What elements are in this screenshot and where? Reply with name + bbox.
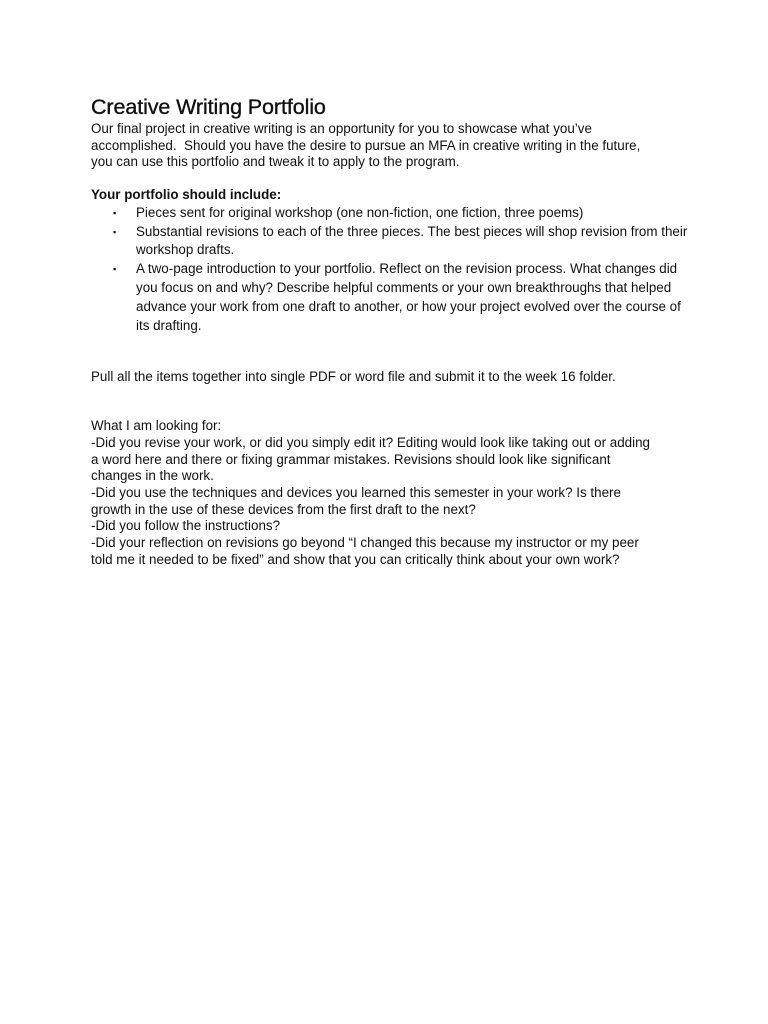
bullet-icon: ▪	[113, 264, 117, 275]
intro-paragraph: Our final project in creative writing is an opportunity for you to showcase what you’ve accomplished. Should you have the desire to pursue an MFA in creative writing in the future, you can use this portfolio and tweak it to apply to the program.	[91, 121, 641, 170]
list-item-text: A two-page introduction to your portfolio. Reflect on the revision process. What changes did you focus on and why? Describe helpful comments or your own breakthroughs that helped advance your work from one draft to another, or how your project evolved over the course of its drafting.	[136, 261, 681, 333]
list-item	[91, 204, 691, 223]
bullet-icon: ▪	[113, 226, 117, 237]
list-item	[91, 260, 691, 335]
list-item-text: Pieces sent for original workshop (one non-fiction, one fiction, three poems)	[136, 204, 584, 220]
document-title: Creative Writing Portfolio	[91, 95, 326, 119]
looking-for-section: What I am looking for: -Did you revise your work, or did you simply edit it? Editing would look like taking out or adding a word here and there or fixing grammar mistakes. Revisions should look like significant changes in the work. -Did you use the techniques and devices you learned this semester in your work? Is there growth in the use of these devices from the first draft to the next? -Did you follow the instructions? -Did your reflection on revisions go beyond “I changed this because my instructor or my peer told me it needed to be fixed” and show that you can critically think about your own work?	[91, 418, 650, 567]
portfolio-items-list	[91, 204, 691, 336]
document-page	[91, 94, 691, 568]
list-item	[91, 223, 691, 261]
submit-instruction: Pull all the items together into single PDF or word file and submit it to the week 16 folder.	[91, 369, 616, 385]
bullet-icon: ▪	[113, 207, 117, 218]
list-item-text: Substantial revisions to each of the three pieces. The best pieces will shop revision from their workshop drafts.	[136, 223, 688, 258]
include-heading: Your portfolio should include:	[91, 187, 282, 203]
